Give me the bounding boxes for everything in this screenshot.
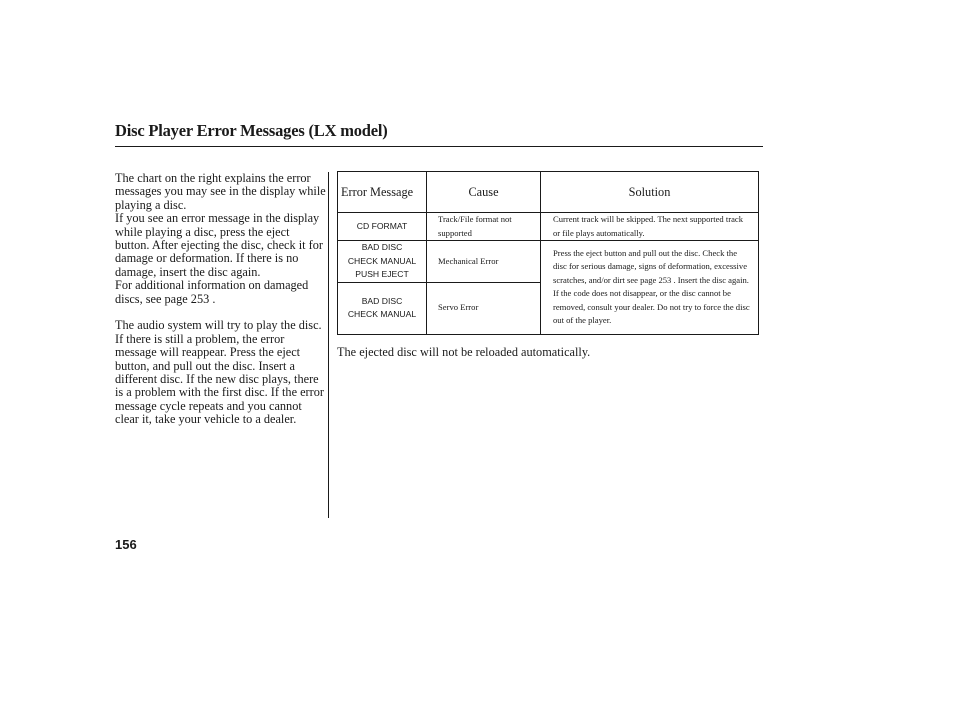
solution-cell: Current track will be skipped. The next supported track or file plays automatically. bbox=[541, 213, 759, 241]
table-row bbox=[338, 241, 759, 283]
error-message-line: CD FORMAT bbox=[356, 220, 408, 231]
error-message-table bbox=[337, 171, 759, 335]
error-message-line: BAD DISC bbox=[361, 295, 403, 306]
page-number: 156 bbox=[115, 537, 137, 552]
cause-cell: Mechanical Error bbox=[427, 241, 541, 283]
intro-paragraph: The chart on the right explains the error messages you may see in the display while playing a disc. bbox=[115, 171, 326, 212]
damaged-discs-reference: For additional information on damaged discs, see page 253 . bbox=[115, 278, 309, 306]
error-message-line: PUSH EJECT bbox=[355, 269, 409, 279]
error-message-line: CHECK MANUAL bbox=[347, 309, 417, 319]
error-message-line: BAD DISC bbox=[361, 242, 403, 252]
column-divider bbox=[328, 172, 329, 518]
solution-cell: Press the eject button and pull out the disc. Check the disc for serious damage, signs of deformation, excessive scratches, and/or dirt see page 253 . Insert the disc again. If the code does not disappear, or the disc cannot be removed, consult your dealer. Do not try to force the disc out of the player. bbox=[541, 241, 759, 335]
retry-instructions-paragraph: The audio system will try to play the disc. If there is still a problem, the error message will reappear. Press the eject button, and pull out the disc. Insert a different disc. If the new disc plays, there is a problem with the first disc. If the error message cycle repeats and you cannot clear it, take your vehicle to a dealer. bbox=[115, 318, 324, 427]
error-message-cell bbox=[338, 282, 427, 334]
error-message-cell bbox=[338, 241, 427, 283]
reload-note: The ejected disc will not be reloaded automatically. bbox=[337, 345, 591, 359]
header-cause: Cause bbox=[427, 172, 541, 213]
page-title: Disc Player Error Messages (LX model) bbox=[115, 121, 763, 147]
header-error-message: Error Message bbox=[338, 172, 427, 213]
table-header-row bbox=[338, 172, 759, 213]
error-message-cell bbox=[338, 213, 427, 241]
cause-cell: Track/File format not supported bbox=[427, 213, 541, 241]
cause-cell: Servo Error bbox=[427, 282, 541, 334]
table-row bbox=[338, 213, 759, 241]
intro-text-column bbox=[115, 172, 327, 427]
eject-instructions-paragraph: If you see an error message in the display while playing a disc, press the eject button. After ejecting the disc, check it for damage or deformation. If there is no damage, insert the disc again. bbox=[115, 211, 323, 279]
header-solution: Solution bbox=[541, 172, 759, 213]
error-message-line: CHECK MANUAL bbox=[347, 255, 417, 266]
